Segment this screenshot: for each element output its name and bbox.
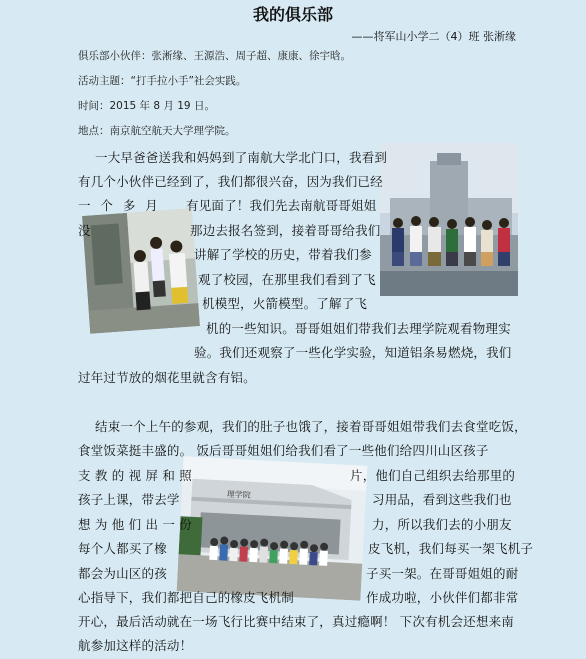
para1-line5: 讲解了学校的历史，带着我们参 bbox=[194, 247, 372, 262]
theme-line: 活动主题：“打手拉小手”社会实践。 bbox=[78, 75, 247, 87]
building-sign-text: 理学院 bbox=[226, 489, 251, 500]
para2-line3b: 片，他们自己组织去给那里的 bbox=[350, 468, 516, 483]
para2-line6b: 皮飞机，我们每买一架飞机子 bbox=[368, 541, 534, 556]
para1-line3b: 有见面了！我们先去南航哥哥姐姐 bbox=[186, 198, 377, 213]
para2-line6a: 每个人都买了橡 bbox=[78, 541, 167, 556]
author-byline: ——将军山小学二（4）班 张淅缘 bbox=[351, 30, 516, 43]
para1-line4: 那边去报名签到，接着哥哥给我们 bbox=[190, 223, 381, 238]
para2-line2: 食堂饭菜挺丰盛的。 饭后哥哥姐姐们给我们看了一些他们给四川山区孩子 bbox=[78, 443, 489, 458]
para2-line7a: 都会为山区的孩 bbox=[78, 566, 167, 581]
para2-line1: 结束一个上午的参观，我们的肚子也饿了，接着哥哥姐姐带我们去食堂吃饭， bbox=[95, 419, 527, 434]
para2-line7b: 子买一架。在哥哥姐姐的耐 bbox=[366, 566, 519, 581]
para2-line3a: 支 教 的 视 屏 和 照 bbox=[78, 468, 192, 483]
para1-line1: 一大早爸爸送我和妈妈到了南航大学北门口，我看到 bbox=[95, 150, 388, 165]
para1-line9: 验。我们还观察了一些化学实验，知道铝条易燃烧，我们 bbox=[194, 345, 512, 360]
para1-line8: 机的一些知识。哥哥姐姐们带我们去理学院观看物理实 bbox=[206, 321, 511, 336]
group-photo-building bbox=[380, 143, 518, 296]
members-line: 俱乐部小伙伴：张淅缘、王源浩、周子超、康康、徐宇晗。 bbox=[78, 50, 351, 62]
para1-line10: 过年过节放的烟花里就含有铝。 bbox=[78, 370, 256, 385]
para1-line2: 有几个小伙伴已经到了，我们都很兴奋，因为我们已经 bbox=[78, 174, 383, 189]
para2-line9: 开心，最后活动就在一场飞行比赛中结束了，真过瘾啊！ 下次有机会还想来南 bbox=[78, 614, 514, 629]
para2-line5b: 力，所以我们去的小朋友 bbox=[372, 517, 512, 532]
group-photo-science-college bbox=[177, 456, 368, 600]
para2-line4a: 孩子上课，带去学 bbox=[78, 492, 180, 507]
para2-line5a: 想 为 他 们 出 一 份 bbox=[78, 517, 192, 532]
para1-line7: 机模型，火箭模型。了解了飞 bbox=[202, 296, 368, 311]
para2-line10: 航参加这样的活动！ bbox=[78, 638, 193, 653]
para2-line8a: 心指导下，我们都把自己的橡皮飞机制 bbox=[78, 590, 294, 605]
para2-line8b: 作成功啦，小伙伴们都非常 bbox=[366, 590, 519, 605]
place-line: 地点：南京航空航天大学理学院。 bbox=[78, 125, 236, 137]
time-line: 时间：2015 年 8 月 19 日。 bbox=[78, 100, 215, 112]
para2-line4b: 习用品，看到这些我们也 bbox=[372, 492, 512, 507]
page-title: 我的俱乐部 bbox=[252, 5, 333, 24]
para1-line6: 观了校园，在那里我们看到了飞 bbox=[198, 272, 376, 287]
para1-line3: 一 个 多 月 没 bbox=[78, 198, 158, 238]
